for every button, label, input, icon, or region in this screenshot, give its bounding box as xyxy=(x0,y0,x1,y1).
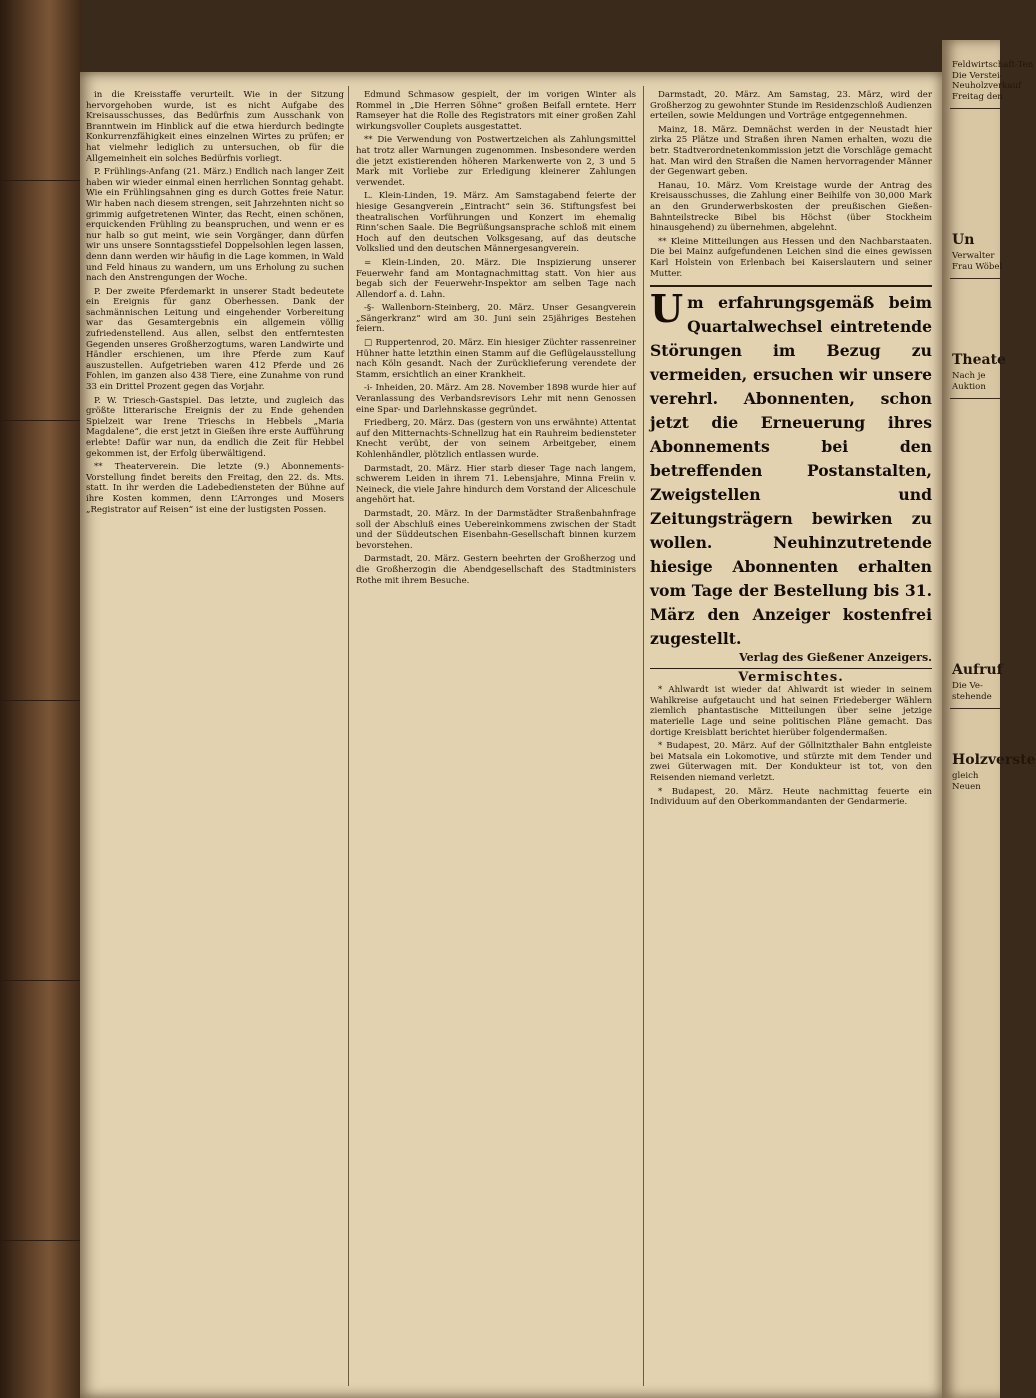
article: □ Ruppertenrod, 20. März. Ein hiesiger Züchter rassenreiner Hühner hatte letzthin einen Stamm auf die Geflügelausstellung nach Köln gesandt. Nach der Zurücklieferung verendete der Stamm, ersichtlich an einer Krankheit. xyxy=(356,338,636,380)
fragment: Freitag den xyxy=(952,91,1003,102)
fragment: Nach je xyxy=(952,371,986,381)
article: * Budapest, 20. März. Heute nachmittag feuerte ein Individuum auf den Oberkommandanten der Gendarmerie. xyxy=(650,786,932,808)
column-2 xyxy=(356,90,636,1390)
article: Darmstadt, 20. März. In der Darmstädter Straßenbahnfrage soll der Abschluß eines Uebereinkommens zwischen der Stadt und der Süddeutschen Eisenbahn-Gesellschaft binnen kurzem bevorstehen. xyxy=(356,508,636,551)
fragment: stehende xyxy=(952,691,992,702)
fragment-heading: Holzverste xyxy=(952,752,1036,768)
fragment: Neuen xyxy=(952,781,981,792)
article: Hanau, 10. März. Vom Kreistage wurde der Antrag des Kreisausschusses, die Zahlung einer Beihilfe von 30,000 Mark an den Grunderwerbskosten der preußischen Gießen-Bahnteilstrecke Bibel bis Höchst (über Stockheim hinausgehend) zu übernehmen, abgelehnt. xyxy=(650,180,932,234)
adjacent-page xyxy=(942,40,1036,1398)
article: * Budapest, 20. März. Auf der Göllnitzthaler Bahn entgleiste bei Matsala ein Lokomotive, und stürzte mit dem Tender und zwei Güterwagen mit. Der Kondukteur ist tot, von den Reisenden niemand verletzt. xyxy=(650,741,932,784)
column-3 xyxy=(650,90,932,1390)
section-heading: Vermischtes. xyxy=(738,669,844,685)
column-rule xyxy=(348,86,349,1386)
article: P. Der zweite Pferdemarkt in unserer Stadt bedeutete ein Ereignis für ganz Oberhessen. Dank der sachmännischen Leitung und eingehender Vorbereitung war das Gesamtergebnis ein allgemein völlig zufriedenstellend. Aus allen, selbst den entferntesten Gegenden unseres Großherzogtums, waren Landwirte und Händler erschienen, um ihre Pferde zum Kauf auszustellen. Aufgetrieben waren 412 Pferde und 26 Fohlen, im ganzen also 438 Tiere, eine Zunahme von rund 33 ein Drittel Prozent gegen das Vorjahr. xyxy=(86,286,344,393)
article: ** Kleine Mitteilungen aus Hessen und den Nachbarstaaten. Die bei Mainz aufgefundenen Leichen sind die eines gewissen Karl Holstein von Erlenbach bei Kaiserslautern und seiner Mutter. xyxy=(650,236,932,279)
fragment: Die Verstei- xyxy=(952,70,1003,81)
article: = Klein-Linden, 20. März. Die Inspizierung unserer Feuerwehr fand am Montagnachmittag statt. Von hier aus begab sich der Feuerwehr-Inspektor am selben Tage nach Allendorf a. d. Lahn. xyxy=(356,257,636,300)
notice-dropcap: U xyxy=(650,286,684,332)
article: -i- Inheiden, 20. März. Am 28. November 1898 wurde hier auf Veranlassung des Verbandsrevisors Lehr mit nenn Genossen eine Spar- und Darlehnskasse gegründet. xyxy=(356,383,636,415)
fragment-heading: Un xyxy=(952,232,975,248)
article: Edmund Schmasow gespielt, der im vorigen Winter als Rommel in „Die Herren Söhne“ großen Beifall erntete. Herr Ramseyer hat die Rolle des Registrators mit einer großen Zahl wirkungsvoller Couplets ausgestattet. xyxy=(356,90,636,132)
article: Darmstadt, 20. März. Gestern beehrten der Großherzog und die Großherzogin die Abendgesellschaft des Stadtministers Rothe mit ihrem Besuche. xyxy=(356,554,636,586)
newspaper-page xyxy=(80,72,942,1398)
article: Darmstadt, 20. März. Hier starb dieser Tage nach langem, schwerem Leiden in ihrem 71. Lebensjahre, Minna Freiin v. Neineck, die viele Jahre hindurch dem Vorstand der Aliceschule angehört hat. xyxy=(356,463,636,506)
article: P. Frühlings-Anfang (21. März.) Endlich nach langer Zeit haben wir wieder einmal einen herrlichen Sonntag gehabt. Wie ein Frühlingsahnen ging es durch Gottes freie Natur. Wir haben nach diesem strengen, seit Jahrzehnten nicht so grimmig aufgetretenen Winter, das Recht, einen schönen, erquickenden Frühling zu beanspruchen, und wenn er es nur halb so gut meint, wie sein Vorgänger, dann dürfen wir uns unsere Sonntagsstiefel Doppelsohlen legen lassen, denn dann werden wir häufig in die Lage kommen, in Wald und Feld hinaus zu wandern, um uns Erholung zu suchen nach den Anstrengungen der Woche. xyxy=(86,167,344,284)
article: ** Theaterverein. Die letzte (9.) Abonnements-Vorstellung findet bereits den Freitag, den 22. ds. Mts. statt. In ihr werden die Ladebediensteten der Bühne auf ihre Kosten kommen, denn L’Arronges und Mosers „Registrator auf Reisen“ ist eine der lustigsten Possen. xyxy=(86,462,344,515)
article: Mainz, 18. März. Demnächst werden in der Neustadt hier zirka 25 Plätze und Straßen ihren Namen erhalten, wozu die betr. Stadtverordnetenkommission jetzt die Vorschläge gemacht hat. Man wird den Straßen die Namen hervorragender Männer der Gegenwart geben. xyxy=(650,124,932,178)
article: P. W. Triesch-Gastspiel. Das letzte, und zugleich das größte litterarische Ereignis der zu Ende gehenden Spielzeit war Irene Trieschs in Hebbels „Maria Magdalene“, die erst jetzt in Gießen ihre erste Aufführung erlebte! Dafür war nun, da endlich die Zeit für Hebbel gekommen ist, der Erfolg überwältigend. xyxy=(86,395,344,459)
fragment: Neuholzverkauf xyxy=(952,81,1022,91)
article: Friedberg, 20. März. Das (gestern von uns erwähnte) Attentat auf den Mitternachts-Schnellzug hat ein Rauhreim bediensteter Knecht verübt, der von seinem Arbeitgeber, einem Kohlenhändler, plötzlich entlassen wurde. xyxy=(356,418,636,460)
fragment: Die Ve- xyxy=(952,681,983,691)
article: -§- Wallenborn-Steinberg, 20. März. Unser Gesangverein „Sängerkranz“ wird am 30. Juni sein 25jähriges Bestehen feiern. xyxy=(356,303,636,335)
fragment: Verwalter xyxy=(952,251,995,261)
fragment: Auktion xyxy=(952,381,986,392)
notice-text: m erfahrungsgemäß beim Quartalwechsel eintretende Störungen im Bezug zu vermeiden, ersuchen wir unsere verehrl. Abonnenten, schon jetzt die Erneuerung ihres Abonnements bei den betreffenden Postanstalten, Zweigstellen und Zeitungsträgern bewirken zu wollen. Neuhinzutretende hiesige Abonnenten erhalten vom Tage der Bestellung bis 31. März den Anzeiger kostenfrei zugestellt. xyxy=(650,293,932,649)
article: in die Kreisstaffe verurteilt. Wie in der Sitzung hervorgehoben wurde, ist es nicht Aufgabe des Kreisausschusses, das Bedürfnis zum Ausschank von Branntwein im Hinblick auf die etwa hierdurch bedingte Konkurrenzfähigkeit eines einzelnen Wirtes zu prüfen; er hat vielmehr lediglich zu untersuchen, ob für die Allgemeinheit ein solches Bedürfnis vorliegt. xyxy=(86,90,344,164)
article: * Ahlwardt ist wieder da! Ahlwardt ist wieder in seinem Wahlkreise aufgetaucht und hat seinen Friedeberger Wählern ziemlich phantastische Mitteilungen über seine jetzige materielle Lage und seine politischen Pläne gemacht. Das dortige Kreisblatt berichtet hierüber folgendermaßen. xyxy=(650,685,932,738)
notice-signature: Verlag des Gießener Anzeigers. xyxy=(739,651,932,665)
fragment: Feldwirtschaft-Ten xyxy=(952,60,1034,70)
fragment: gleich xyxy=(952,771,979,781)
column-rule xyxy=(643,86,644,1386)
fragment-heading: Theate xyxy=(952,352,1006,368)
column-1 xyxy=(86,90,344,1390)
book-binding xyxy=(0,0,82,1398)
fragment-heading: Aufruf xyxy=(952,662,1003,678)
article: L. Klein-Linden, 19. März. Am Samstagabend feierte der hiesige Gesangverein „Eintracht“ sein 36. Stiftungsfest bei theatralischen Vorführungen und Konzert im ehemalig Rinn’schen Saale. Die Begrüßungsansprache schloß mit einem Hoch auf den deutschen Volksgesang, auf das deutsche Volkslied und den deutschen Männergesangverein. xyxy=(356,191,636,255)
fragment: Frau Wöbel xyxy=(952,261,1003,272)
subscription-notice xyxy=(650,285,932,669)
article: Darmstadt, 20. März. Am Samstag, 23. März, wird der Großherzog zu gewohnter Stunde im Residenzschloß Audienzen erteilen, sowie Meldungen und Vorträge entgegennehmen. xyxy=(650,90,932,122)
article: ** Die Verwendung von Postwertzeichen als Zahlungsmittel hat trotz aller Warnungen zugenommen. Insbesondere werden die jetzt existierenden höheren Markenwerte von 2, 3 und 5 Mark mit Vorliebe zur Erledigung kleinerer Zahlungen verwendet. xyxy=(356,135,636,188)
